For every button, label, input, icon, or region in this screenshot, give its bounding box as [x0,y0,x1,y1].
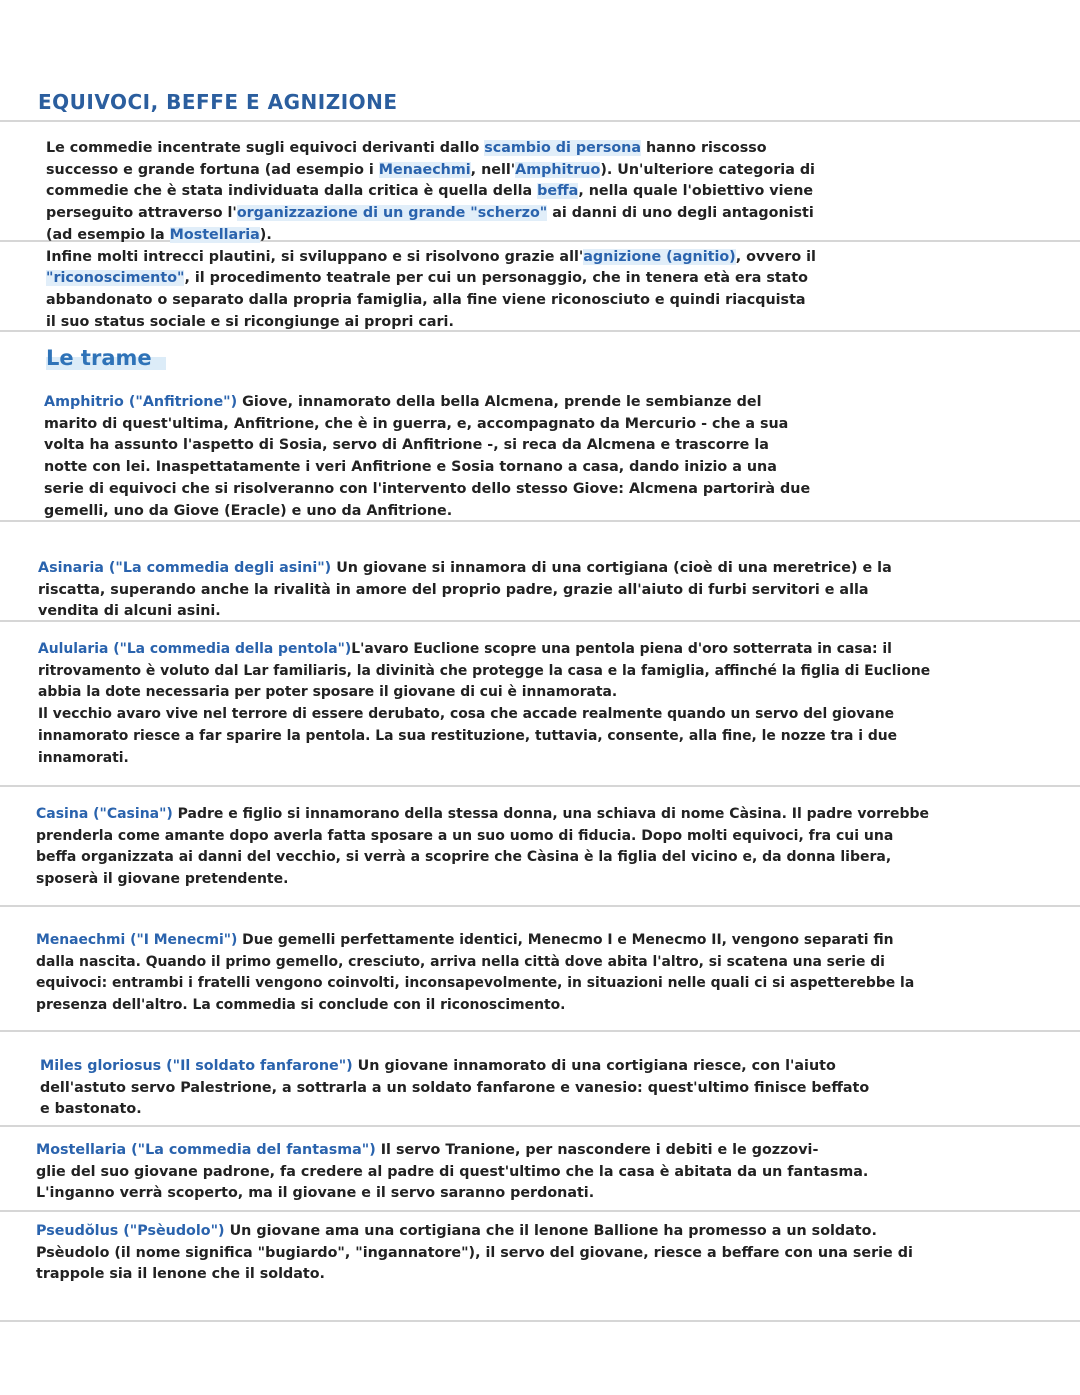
plot-asinaria [38,558,1068,623]
plot-aulularia [38,639,1073,769]
ruled-line [0,905,1080,907]
ruled-line [0,785,1080,787]
section-subtitle: Le trame [46,346,166,370]
plot-title: Mostellaria ("La commedia del fantasma") [36,1142,376,1158]
plot-title: Aulularia ("La commedia della pentola") [38,641,352,657]
plot-text: Il servo Tranione, per nascondere i debiti e le gozzovi- glie del suo giovane padrone, fa credere al padre di quest'ultimo che la casa è abitata da un fantasma. L'inganno verrà scoperto, ma il giovane e il servo saranno perdonati. [36,1142,869,1202]
intro-paragraph-2: Infine molti intrecci plautini, si sviluppano e si risolvono grazie all'agnizione (agnitio), ovvero il "riconoscimento", il procedimento teatrale per cui un personaggio, che in tenera età era stato abbandonato o separato dalla propria famiglia, alla fine viene riconosciuto e quindi riacquista il suo status sociale e si ricongiunge ai propri cari. [46,248,816,330]
plot-title: Asinaria ("La commedia degli asini") [38,560,332,576]
plot-menaechmi [36,930,1071,1017]
ruled-line [0,1320,1080,1322]
plot-text: Un giovane ama una cortigiana che il lenone Ballione ha promesso a un soldato. Psèudolo (il nome significa "bugiardo", "ingannatore"), il servo del giovane, riesce a beffare con una serie di trappole sia il lenone che il soldato. [36,1223,913,1283]
plot-miles-gloriosus [40,1056,1070,1121]
plot-casina [36,804,1071,891]
plot-title: Casina ("Casina") [36,806,173,822]
plot-title: Miles gloriosus ("Il soldato fanfarone") [40,1058,353,1074]
plot-text: Un giovane innamorato di una cortigiana riesce, con l'aiuto dell'astuto servo Palestrione, a sottrarla a un soldato fanfarone e vanesio: quest'ultimo finisce beffato e bastonato. [40,1058,870,1118]
ruled-line [0,1125,1080,1127]
plot-text: Giove, innamorato della bella Alcmena, prende le sembianze del marito di quest'ultima, Anfitrione, che è in guerra, e, accompagnato da Mercurio - che a sua volta ha assunto l'aspetto di Sosia, servo di Anfitrione -, si reca da Alcmena e trascorre la notte con lei. Inaspettatamente i veri Anfitrione e Sosia tornano a casa, dando inizio a una serie di equivoci che si risolveranno con l'intervento dello stesso Giove: Alcmena partorirà due gemelli, uno da Giove (Eracle) e uno da Anfitrione. [44,394,811,519]
plot-pseudolus [36,1221,1071,1286]
plot-amphitrio [44,392,1054,522]
ruled-line [0,1210,1080,1212]
plot-title: Amphitrio ("Anfitrione") [44,394,238,410]
plot-title: Pseudŏlus ("Psèudolo") [36,1223,225,1239]
intro-paragraph-1: Le commedie incentrate sugli equivoci derivanti dallo scambio di persona hanno riscosso successo e grande fortuna (ad esempio i Menaechmi, nell'Amphitruo). Un'ulteriore categoria di commedie che è stata individuata dalla critica è quella della beffa, nella quale l'obiettivo viene perseguito attraverso l'organizzazione di un grande "scherzo" ai danni di uno degli antagonisti (ad esempio la Mostellaria). [46,140,815,243]
intro-section [46,138,1056,333]
ruled-line [0,120,1080,122]
page-title: EQUIVOCI, BEFFE E AGNIZIONE [38,90,398,114]
plot-text: Padre e figlio si innamorano della stessa donna, una schiava di nome Càsina. Il padre vorrebbe prenderla come amante dopo averla fatta sposare a un suo uomo di fiducia. Dopo molti equivoci, fra cui una beffa organizzata ai danni del vecchio, si verrà a scoprire che Càsina è la figlia del vicino e, da donna libera, sposerà il giovane pretendente. [36,806,929,888]
plot-text: Un giovane si innamora di una cortigiana (cioè di una meretrice) e la riscatta, superando anche la rivalità in amore del proprio padre, grazie all'aiuto di furbi servitori e alla vendita di alcuni asini. [38,560,892,620]
plot-mostellaria [36,1140,1071,1205]
plot-text: L'avaro Euclione scopre una pentola piena d'oro sotterrata in casa: il ritrovamento è voluto dal Lar familiaris, la divinità che protegge la casa e la famiglia, affinché la figlia di Euclione abbia la dote necessaria per poter sposare il giovane di cui è innamorata. Il vecchio avaro vive nel terrore di essere derubato, cosa che accade realmente quando un servo del giovane innamorato riesce a far sparire la pentola. La sua restituzione, tuttavia, consente, alla fine, le nozze tra i due innamorati. [38,641,931,766]
ruled-line [0,1030,1080,1032]
plot-title: Menaechmi ("I Menecmi") [36,932,238,948]
plot-text: Due gemelli perfettamente identici, Menecmo I e Menecmo II, vengono separati fin dalla nascita. Quando il primo gemello, cresciuto, arriva nella città dove abita l'altro, si scatena una serie di equivoci: entrambi i fratelli vengono coinvolti, inconsapevolmente, in situazioni nelle quali ci si aspetterebbe la presenza dell'altro. La commedia si conclude con il riconoscimento. [36,932,915,1014]
